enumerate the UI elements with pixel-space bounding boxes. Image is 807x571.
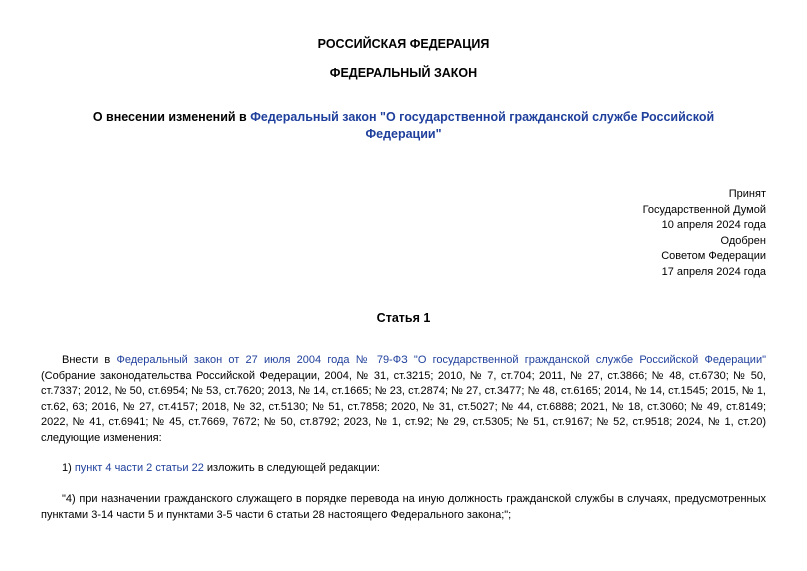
country-heading: РОССИЙСКАЯ ФЕДЕРАЦИЯ: [317, 37, 490, 51]
adoption-line: Принят: [728, 188, 766, 200]
article-paragraph-amendment: [41, 353, 766, 446]
federal-law-link[interactable]: Федеральный закон от 27 июля 2004 года № 79-ФЗ "О государственной гражданской службе Российской Федерации": [116, 354, 766, 366]
adoption-line: Государственной Думой: [642, 203, 766, 216]
article-heading: Статья 1: [376, 311, 431, 325]
adoption-line: 17 апреля 2024 года: [661, 265, 766, 278]
adoption-line: Советом Федерации: [661, 250, 766, 263]
law-title-link[interactable]: Федеральный закон "О государственной гражданской службе Российской Федерации": [250, 110, 715, 141]
adoption-block: [643, 187, 766, 281]
item-suffix: изложить в следующей редакции:: [203, 462, 380, 474]
paragraph-suffix: (Собрание законодательства Российской Федерации, 2004, № 31, ст.3215; 2010, № 7, ст.704; 2011, № 27, ст.3866; № 48, ст.6730; № 50, ст.7337; 2012, № 50, ст.6954; № 53, ст.7620; 2013, № 14, ст.1665; № 23, ст.2874; № 27, ст.3477; № 48, ст.6165; 2014, № 14, ст.1545; 2015, № 1, ст.62, 63; 2016, № 27, ст.4157; 2018, № 32, ст.5130; № 51, ст.7858; 2020, № 31, ст.5027; № 44, ст.6888; 2021, № 18, ст.3060; № 49, ст.8149; 2022, № 41, ст.6941; № 45, ст.7669, 7672; № 50, ст.8792; 2023, № 1, ст.92; № 29, ст.5305; № 51, ст.9167; № 52, ст.9518; 2024, № 1, ст.20) следующие изменения:: [41, 369, 766, 444]
article-paragraph-item-1: [41, 461, 766, 477]
item-number: 1): [62, 462, 75, 474]
law-title-prefix: О внесении изменений в: [92, 110, 251, 124]
paragraph-prefix: Внести в: [62, 354, 117, 366]
law-title: [60, 109, 747, 143]
law-type-heading: ФЕДЕРАЛЬНЫЙ ЗАКОН: [329, 66, 478, 80]
article-22-link[interactable]: пункт 4 части 2 статьи 22: [74, 462, 204, 474]
adoption-line: 10 апреля 2024 года: [661, 219, 766, 232]
adoption-line: Одобрен: [720, 234, 766, 247]
article-paragraph-new-wording: "4) при назначении гражданского служащего в порядке перевода на иную должность гражданской службы в случаях, предусмотренных пунктами 3-14 части 5 и пунктами 3-5 части 6 статьи 28 настоящего Федерального закона;";: [41, 493, 766, 521]
